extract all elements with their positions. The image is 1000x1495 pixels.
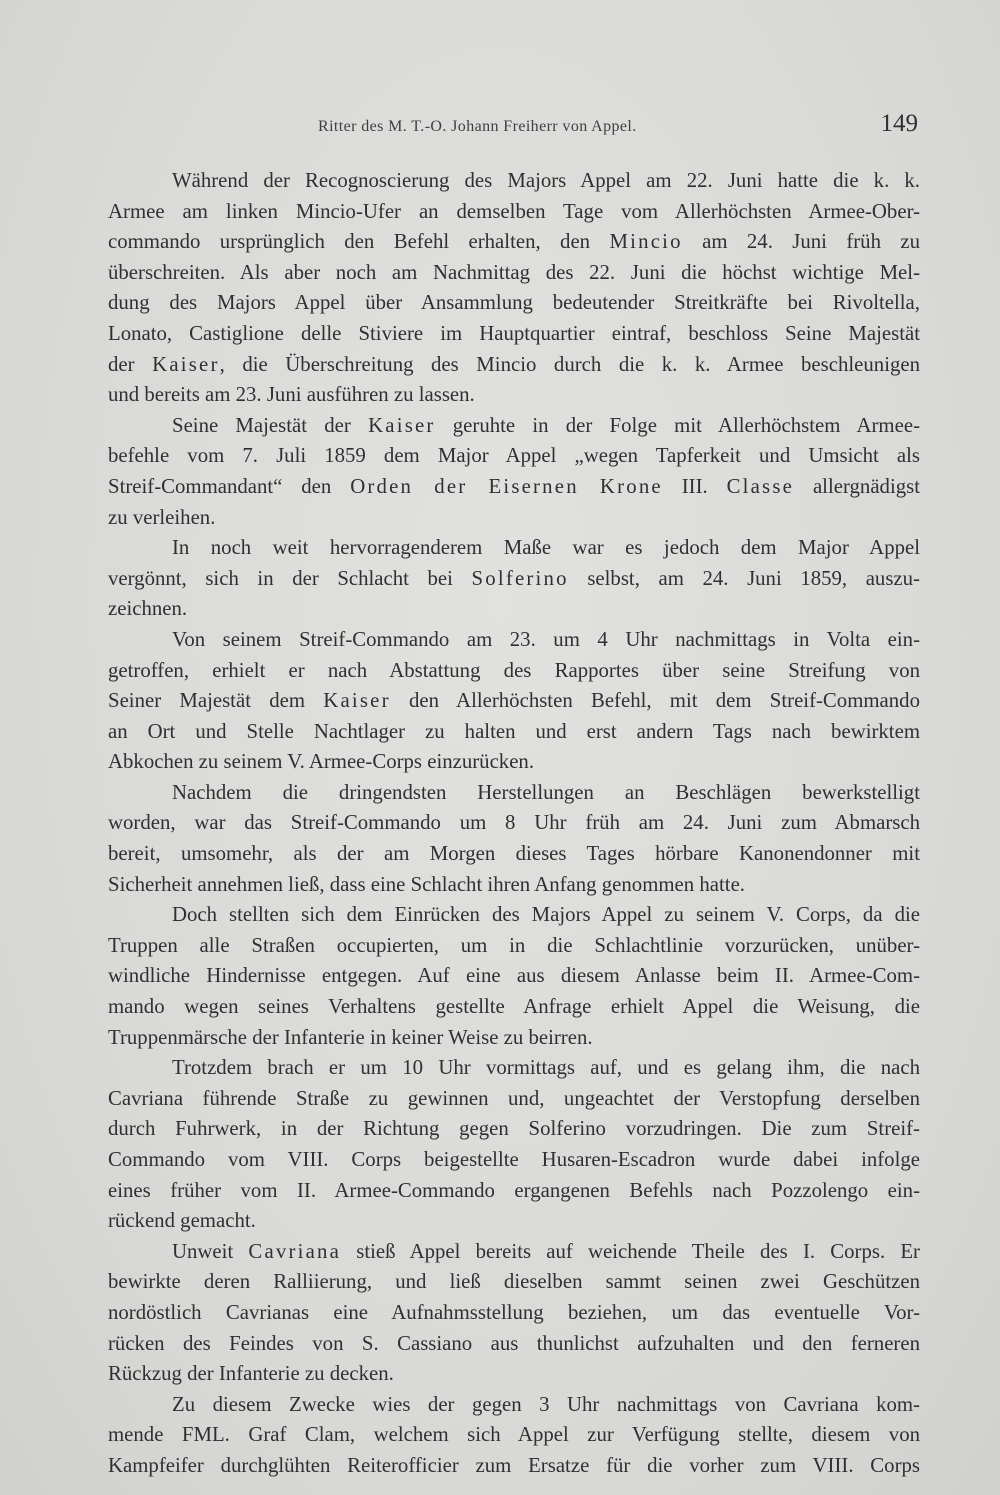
spaced-emphasis: Kaiser xyxy=(368,413,436,437)
text-segment: Armee am linken Mincio-Ufer an demselben Tage vom Allerhöchsten Armee-Ober- xyxy=(108,199,920,223)
text-segment: durch Fuhrwerk, in der Richtung gegen Solferino vorzudringen. Die zum Streif- xyxy=(108,1117,920,1141)
text-line xyxy=(108,380,920,411)
text-segment: rückend gemacht. xyxy=(108,1209,256,1233)
text-segment: Zu diesem Zwecke wies der gegen 3 Uhr nachmittags von Cavriana kom- xyxy=(172,1392,920,1416)
text-line xyxy=(108,350,920,381)
text-segment: eines früher vom II. Armee-Commando ergangenen Befehls nach Pozzolengo ein- xyxy=(108,1178,920,1202)
text-segment: Seiner Majestät dem xyxy=(108,689,324,713)
text-segment: Cavriana führende Straße zu gewinnen und, ungeachtet der Verstopfung derselben xyxy=(108,1086,920,1110)
text-segment: stieß Appel bereits auf weichende Theile des I. Corps. Er xyxy=(341,1239,920,1263)
text-segment: überschreiten. Als aber noch am Nachmittag des 22. Juni die höchst wichtige Mel- xyxy=(108,260,920,284)
text-line xyxy=(108,197,920,228)
text-segment: In noch weit hervorragenderem Maße war es jedoch dem Major Appel xyxy=(172,536,920,560)
text-line xyxy=(108,441,920,472)
text-line xyxy=(108,747,920,778)
spaced-emphasis: Solferino xyxy=(471,566,569,590)
text-line xyxy=(108,900,920,931)
text-segment: und bereits am 23. Juni ausführen zu lassen. xyxy=(108,383,475,407)
text-segment: Commando vom VIII. Corps beigestellte Husaren-Escadron wurde dabei infolge xyxy=(108,1148,920,1171)
text-segment: selbst, am 24. Juni 1859, auszu- xyxy=(568,566,920,590)
text-line xyxy=(108,1267,920,1298)
paragraph xyxy=(108,533,920,625)
text-line xyxy=(108,625,920,656)
text-line xyxy=(108,778,920,809)
body-text xyxy=(108,166,920,1482)
paragraph xyxy=(108,625,920,778)
paragraph xyxy=(108,166,920,411)
text-line xyxy=(108,1298,920,1329)
text-line xyxy=(108,808,920,839)
text-segment: der xyxy=(108,352,153,376)
text-line xyxy=(108,1053,920,1084)
text-line xyxy=(108,1023,920,1054)
text-line xyxy=(108,1390,920,1421)
paragraph xyxy=(108,411,920,533)
text-segment: Kampfeifer durchglühten Reiterofficier zum Ersatze für die vorher zum VIII. Corps xyxy=(108,1453,920,1477)
text-line xyxy=(108,594,920,625)
text-line xyxy=(108,656,920,687)
text-segment: zeichnen. xyxy=(108,597,188,621)
page-header xyxy=(108,110,920,150)
text-segment: mende FML. Graf Clam, welchem sich Appel zur Verfügung stellte, diesem von xyxy=(108,1423,920,1447)
text-segment: nordöstlich Cavrianas eine Aufnahmsstellung beziehen, um das eventuelle Vor- xyxy=(108,1300,920,1324)
spaced-emphasis: Cavriana xyxy=(248,1239,342,1263)
text-segment: befehle vom 7. Juli 1859 dem Major Appel „wegen Tapferkeit und Umsicht als xyxy=(108,444,920,468)
text-line xyxy=(108,686,920,717)
text-segment: am 24. Juni früh zu xyxy=(682,230,920,254)
text-segment: bereit, umsomehr, als der am Morgen dieses Tages hörbare Kanonendonner mit xyxy=(108,842,920,866)
text-segment: allergnädigst xyxy=(794,474,920,498)
text-line xyxy=(108,1420,920,1451)
text-line xyxy=(108,870,920,901)
text-segment: worden, war das Streif-Commando um 8 Uhr früh am 24. Juni zum Abmarsch xyxy=(108,811,920,835)
text-line xyxy=(108,1206,920,1237)
text-segment: vergönnt, sich in der Schlacht bei xyxy=(108,566,472,590)
spaced-emphasis: Kaiser xyxy=(323,689,391,713)
text-line xyxy=(108,1084,920,1115)
text-line xyxy=(108,839,920,870)
paragraph xyxy=(108,1390,920,1482)
text-segment: Truppen alle Straßen occupierten, um in die Schlachtlinie vorzurücken, unüber- xyxy=(108,933,920,957)
text-segment: Nachdem die dringendsten Herstellungen an Beschlägen bewerkstelligt xyxy=(172,780,920,804)
spaced-emphasis: Mincio xyxy=(609,230,683,254)
spaced-emphasis: Orden der Eisernen Krone xyxy=(350,474,663,498)
page-number: 149 xyxy=(880,110,918,137)
text-line xyxy=(108,319,920,350)
text-line xyxy=(108,992,920,1023)
text-line xyxy=(108,1329,920,1360)
text-segment: getroffen, erhielt er nach Abstattung des Rapportes über seine Streifung von xyxy=(108,658,920,682)
text-line xyxy=(108,503,920,534)
text-line xyxy=(108,472,920,503)
text-line xyxy=(108,1145,920,1176)
text-line xyxy=(108,1237,920,1268)
paragraph xyxy=(108,1237,920,1390)
text-segment: Unweit xyxy=(172,1239,249,1263)
spaced-emphasis: Kaiser xyxy=(152,352,220,376)
text-segment: Doch stellten sich dem Einrücken des Majors Appel zu seinem V. Corps, da die xyxy=(172,903,920,927)
running-title: Ritter des M. T.-O. Johann Freiherr von Appel. xyxy=(318,118,637,135)
text-segment: Während der Recognoscierung des Majors Appel am 22. Juni hatte die k. k. xyxy=(172,169,920,192)
text-segment: windliche Hindernisse entgegen. Auf eine aus diesem Anlasse beim II. Armee-Com- xyxy=(108,964,920,988)
text-segment: , die Überschreitung des Mincio durch die k. k. Armee beschleunigen xyxy=(219,352,920,376)
text-line xyxy=(108,564,920,595)
paragraph xyxy=(108,1053,920,1237)
paragraph xyxy=(108,900,920,1053)
text-line xyxy=(108,533,920,564)
text-segment: den Allerhöchsten Befehl, mit dem Streif-Commando xyxy=(390,689,920,713)
text-line xyxy=(108,1451,920,1482)
text-line xyxy=(108,931,920,962)
text-line xyxy=(108,411,920,442)
text-line xyxy=(108,166,920,197)
text-segment: commando ursprünglich den Befehl erhalten, den xyxy=(108,230,610,254)
paragraph xyxy=(108,778,920,900)
text-segment: Truppenmärsche der Infanterie in keiner Weise zu beirren. xyxy=(108,1025,593,1049)
text-line xyxy=(108,258,920,289)
text-segment: an Ort und Stelle Nachtlager zu halten und erst andern Tags nach bewirktem xyxy=(108,719,920,743)
text-segment: Rückzug der Infanterie zu decken. xyxy=(108,1362,394,1386)
text-segment: geruhte in der Folge mit Allerhöchstem Armee- xyxy=(435,413,920,437)
text-line xyxy=(108,961,920,992)
text-segment: rücken des Feindes von S. Cassiano aus thunlichst aufzuhalten und den ferneren xyxy=(108,1331,920,1355)
text-line xyxy=(108,227,920,258)
text-line xyxy=(108,1114,920,1145)
text-segment: mando wegen seines Verhaltens gestellte Anfrage erhielt Appel die Weisung, die xyxy=(108,995,920,1019)
text-segment: Seine Majestät der xyxy=(172,413,369,437)
text-segment: Trotzdem brach er um 10 Uhr vormittags auf, und es gelang ihm, die nach xyxy=(172,1056,920,1080)
text-segment: zu verleihen. xyxy=(108,505,216,529)
text-segment: dung des Majors Appel über Ansammlung bedeutender Streitkräfte bei Rivoltella, xyxy=(108,291,920,315)
spaced-emphasis: Classe xyxy=(726,474,795,498)
text-segment: bewirkte deren Ralliierung, und ließ dieselben sammt seinen zwei Geschützen xyxy=(108,1270,920,1294)
text-segment: Streif-Commandant“ den xyxy=(108,474,351,498)
text-segment: Lonato, Castiglione delle Stiviere im Hauptquartier eintraf, beschloss Seine Majestät xyxy=(108,321,920,345)
text-segment: Von seinem Streif-Commando am 23. um 4 Uhr nachmittags in Volta ein- xyxy=(172,627,920,651)
text-segment: III. xyxy=(662,474,727,498)
text-segment: Abkochen zu seinem V. Armee-Corps einzurücken. xyxy=(108,750,535,774)
text-line xyxy=(108,1176,920,1207)
text-segment: Sicherheit annehmen ließ, dass eine Schlacht ihren Anfang genommen hatte. xyxy=(108,872,745,896)
text-line xyxy=(108,1359,920,1390)
text-line xyxy=(108,717,920,748)
text-line xyxy=(108,288,920,319)
